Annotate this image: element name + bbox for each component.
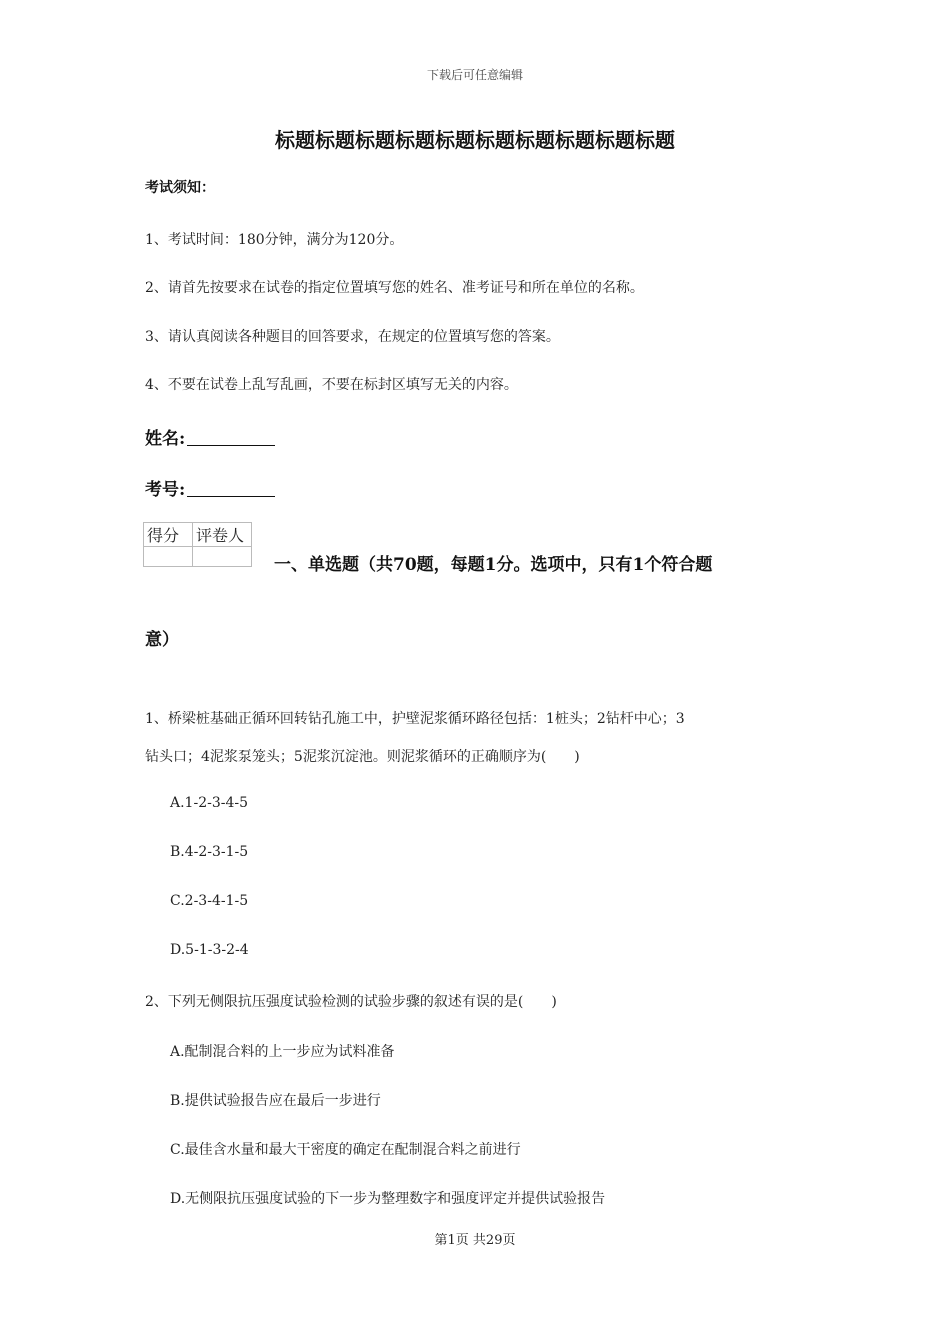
notice-rule-1: 1、考试时间：180分钟，满分为120分。 bbox=[145, 232, 404, 248]
document-title: 标题标题标题标题标题标题标题标题标题标题 bbox=[275, 128, 675, 152]
exam-number-label: 考号: bbox=[145, 480, 186, 500]
question-1-text-continued: 钻头口；4泥浆泵笼头；5泥浆沉淀池。则泥浆循环的正确顺序为( ) bbox=[145, 749, 580, 765]
question-1-option-b: B.4-2-3-1-5 bbox=[170, 844, 249, 860]
question-2-option-b: B.提供试验报告应在最后一步进行 bbox=[170, 1093, 381, 1109]
question-2-option-a: A.配制混合料的上一步应为试料准备 bbox=[170, 1044, 395, 1060]
question-2-option-d: D.无侧限抗压强度试验的下一步为整理数字和强度评定并提供试验报告 bbox=[170, 1191, 606, 1207]
question-2-text: 2、下列无侧限抗压强度试验检测的试验步骤的叙述有误的是( ) bbox=[145, 994, 557, 1010]
page-footer: 第1页 共29页 bbox=[434, 1233, 516, 1248]
grader-cell[interactable] bbox=[193, 547, 252, 567]
question-1-option-a: A.1-2-3-4-5 bbox=[170, 795, 249, 811]
section-heading: 一、单选题（共70题，每题1分。选项中，只有1个符合题 bbox=[274, 555, 713, 575]
question-2-option-c: C.最佳含水量和最大干密度的确定在配制混合料之前进行 bbox=[170, 1142, 521, 1158]
name-blank[interactable] bbox=[187, 429, 275, 446]
exam-number-field bbox=[145, 475, 275, 500]
score-cell[interactable] bbox=[144, 547, 193, 567]
header-note: 下载后可任意编辑 bbox=[426, 68, 523, 82]
question-1-text: 1、桥梁桩基础正循环回转钻孔施工中，护壁泥浆循环路径包括：1桩头；2钻杆中心；3 bbox=[145, 711, 685, 727]
question-1-option-d: D.5-1-3-2-4 bbox=[170, 942, 249, 958]
notice-rule-4: 4、不要在试卷上乱写乱画，不要在标封区填写无关的内容。 bbox=[145, 377, 518, 393]
section-heading-continued: 意） bbox=[145, 630, 179, 650]
score-header: 得分 bbox=[144, 523, 193, 547]
notice-rule-2: 2、请首先按要求在试卷的指定位置填写您的姓名、准考证号和所在单位的名称。 bbox=[145, 280, 644, 296]
exam-number-blank[interactable] bbox=[187, 480, 275, 497]
notice-heading: 考试须知： bbox=[145, 180, 215, 196]
question-1-option-c: C.2-3-4-1-5 bbox=[170, 893, 249, 909]
grader-header: 评卷人 bbox=[193, 523, 252, 547]
name-field bbox=[145, 424, 275, 449]
name-label: 姓名: bbox=[145, 429, 186, 449]
score-table bbox=[143, 522, 252, 567]
notice-rule-3: 3、请认真阅读各种题目的回答要求，在规定的位置填写您的答案。 bbox=[145, 329, 560, 345]
